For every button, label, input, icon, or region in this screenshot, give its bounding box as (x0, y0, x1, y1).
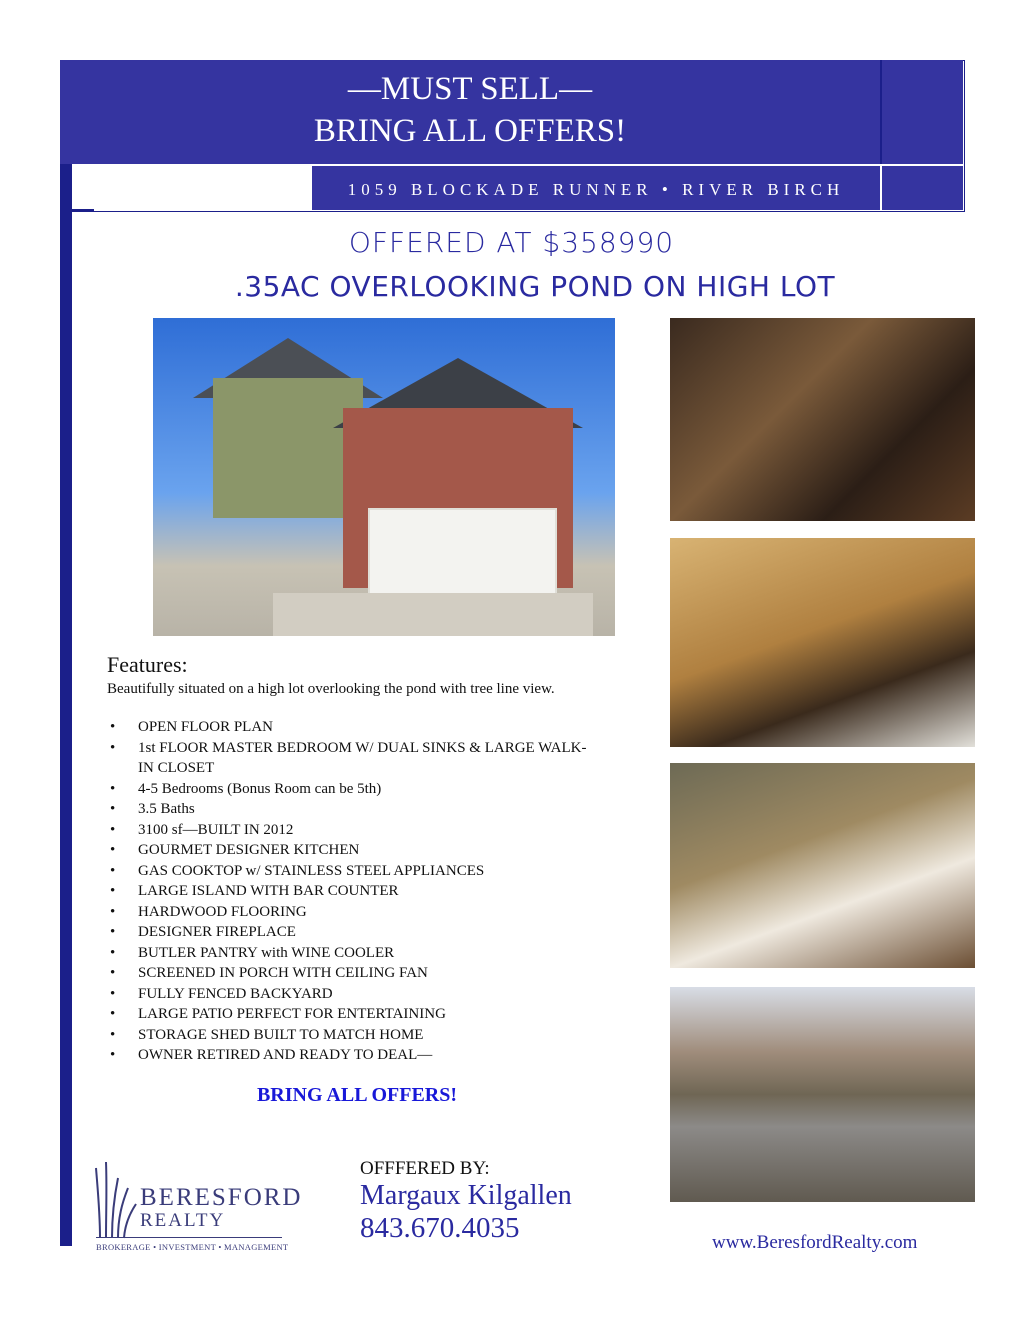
feature-item: • GAS COOKTOP w/ STAINLESS STEEL APPLIANCES (107, 861, 597, 882)
feature-item: • 1st FLOOR MASTER BEDROOM W/ DUAL SINKS & LARGE WALK-IN CLOSET (107, 738, 597, 779)
header-line-2: BRING ALL OFFERS! (313, 113, 627, 149)
property-address: 1059 BLOCKADE RUNNER • RIVER BIRCH (347, 180, 845, 199)
living-room-photo (670, 538, 975, 747)
lot-subtitle: .35AC OVERLOOKING POND ON HIGH LOT (234, 270, 836, 303)
feature-item: • LARGE ISLAND WITH BAR COUNTER (107, 881, 597, 902)
header-corner-block (880, 60, 963, 164)
header-title (60, 68, 880, 152)
garage-door (368, 508, 557, 597)
agent-name: Margaux Kilgallen (360, 1180, 572, 1211)
feature-item: • FULLY FENCED BACKYARD (107, 984, 597, 1005)
feature-item: • HARDWOOD FLOORING (107, 902, 597, 923)
feature-item: • DESIGNER FIREPLACE (107, 922, 597, 943)
logo-name: BERESFORD (140, 1184, 303, 1211)
features-intro: Beautifully situated on a high lot overlooking the pond with tree line view. (107, 681, 555, 697)
reeds-logo-icon (94, 1158, 138, 1240)
rule-tick (72, 209, 94, 211)
bring-offers-callout: BRING ALL OFFERS! (256, 1084, 458, 1106)
logo-subname: REALTY (140, 1210, 226, 1231)
offered-by-label: OFFFERED BY: (360, 1158, 490, 1179)
feature-item: • LARGE PATIO PERFECT FOR ENTERTAINING (107, 1004, 597, 1025)
house-exterior-photo (153, 318, 615, 636)
kitchen-photo (670, 318, 975, 521)
left-accent-rule (60, 164, 72, 1246)
feature-item: • SCREENED IN PORCH WITH CEILING FAN (107, 963, 597, 984)
logo-tagline: BROKERAGE • INVESTMENT • MANAGEMENT (96, 1242, 289, 1252)
pond-photo (670, 987, 975, 1202)
bedroom-photo (670, 763, 975, 968)
features-list (107, 717, 597, 1066)
features-heading: Features: (107, 652, 188, 677)
header-line-1: —MUST SELL— (347, 71, 593, 107)
feature-item: • 3.5 Baths (107, 799, 597, 820)
feature-item: • 3100 sf—BUILT IN 2012 (107, 820, 597, 841)
agent-phone[interactable]: 843.670.4035 (360, 1212, 520, 1244)
feature-item: • OWNER RETIRED AND READY TO DEAL— (107, 1045, 597, 1066)
driveway (273, 593, 593, 636)
price-heading: OFFERED AT $358990 (348, 226, 675, 259)
feature-item: • OPEN FLOOR PLAN (107, 717, 597, 738)
feature-item: • BUTLER PANTRY with WINE COOLER (107, 943, 597, 964)
feature-item: • 4-5 Bedrooms (Bonus Room can be 5th) (107, 779, 597, 800)
logo-divider (96, 1237, 282, 1238)
address-corner-block (880, 166, 963, 210)
feature-item: • STORAGE SHED BUILT TO MATCH HOME (107, 1025, 597, 1046)
feature-item: • GOURMET DESIGNER KITCHEN (107, 840, 597, 861)
website-link[interactable]: www.BeresfordRealty.com (712, 1232, 918, 1253)
